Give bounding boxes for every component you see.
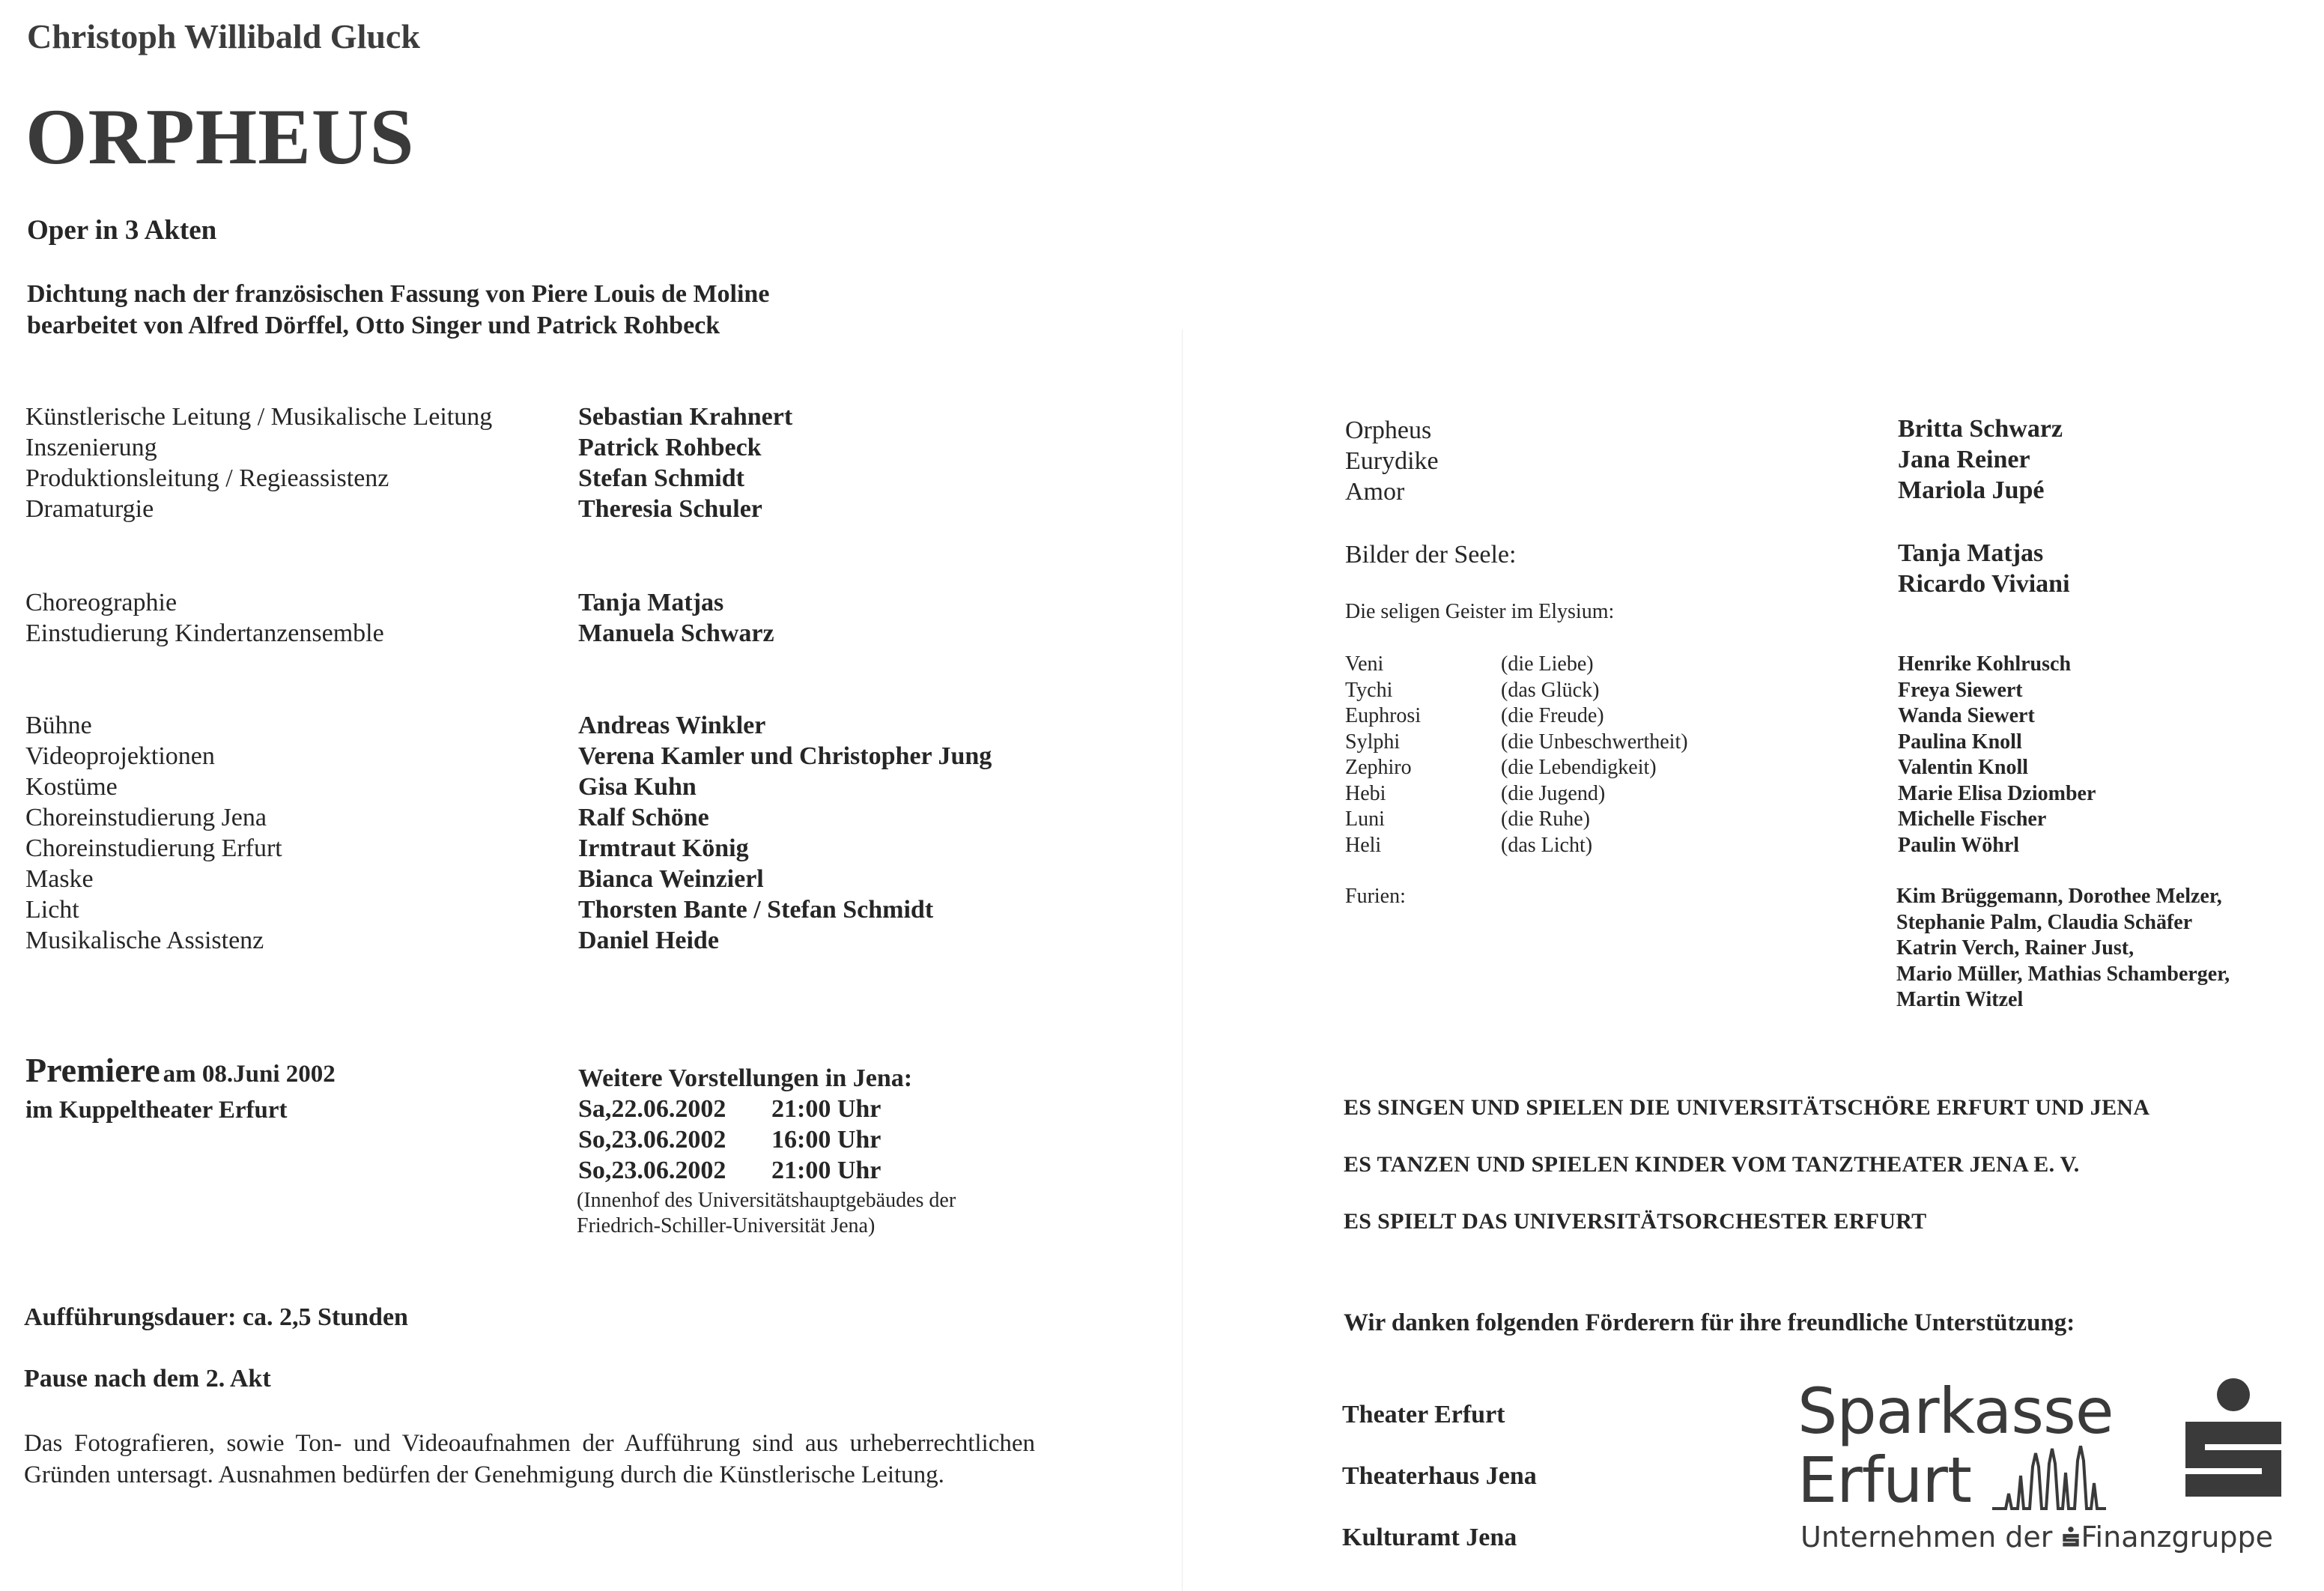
premiere-line: [25, 1050, 336, 1090]
geist-meaning: (die Freude): [1501, 704, 1604, 727]
performance-date: So,23.06.2002: [578, 1157, 726, 1184]
performance-date: Sa,22.06.2002: [578, 1095, 726, 1123]
ensemble-line: ES SINGEN UND SPIELEN DIE UNIVERSITÄTSCHÖRE ERFURT UND JENA: [1344, 1095, 2150, 1120]
geist-performer: Valentin Knoll: [1898, 756, 2029, 779]
premiere-place: im Kuppeltheater Erfurt: [25, 1097, 288, 1124]
performance-time: 21:00 Uhr: [771, 1095, 882, 1123]
geist-name: Heli: [1345, 833, 1382, 857]
geist-performer: Michelle Fischer: [1898, 807, 2047, 831]
credit-name: Stefan Schmidt: [578, 464, 744, 492]
credits-names-1: [578, 401, 792, 524]
credit-name: Ralf Schöne: [578, 804, 709, 831]
performance-row: [578, 1155, 912, 1186]
cast-name: Britta Schwarz: [1898, 415, 2063, 443]
geist-meaning: (die Ruhe): [1501, 807, 1590, 831]
credit-name: Verena Kamler und Christopher Jung: [578, 742, 992, 770]
credit-role: Musikalische Assistenz: [25, 927, 264, 954]
geist-performer: Paulina Knoll: [1898, 730, 2022, 754]
credit-name: Patrick Rohbeck: [578, 434, 762, 461]
credit-name: Tanja Matjas: [578, 589, 724, 616]
credits-names-3: [578, 710, 992, 956]
libretto-credit: [27, 279, 769, 342]
geister-label: Die seligen Geister im Elysium:: [1345, 600, 1615, 623]
performance-row: [578, 1094, 912, 1124]
geist-performer: Paulin Wöhrl: [1898, 833, 2020, 857]
furien-line: Kim Brüggemann, Dorothee Melzer,: [1896, 885, 2222, 908]
geister-performers: [1898, 652, 2096, 858]
credit-role: Bühne: [25, 712, 92, 739]
furien-names: [1896, 884, 2230, 1013]
geist-name: Hebi: [1345, 781, 1386, 805]
cast-roles: [1345, 415, 1439, 507]
geist-performer: Henrike Kohlrusch: [1898, 652, 2072, 676]
geist-performer: Marie Elisa Dziomber: [1898, 781, 2096, 805]
libretto-line: bearbeitet von Alfred Dörffel, Otto Singer und Patrick Rohbeck: [27, 312, 720, 339]
performance-date: So,23.06.2002: [578, 1126, 726, 1154]
performances-heading: Weitere Vorstellungen in Jena:: [578, 1064, 913, 1092]
sponsor-name: Theaterhaus Jena: [1342, 1462, 1537, 1490]
tagline-suffix: Finanzgruppe: [2081, 1521, 2273, 1554]
performance-duration: Aufführungsdauer: ca. 2,5 Stunden: [24, 1303, 408, 1331]
performance-time: 16:00 Uhr: [771, 1126, 882, 1154]
opera-subtitle: Oper in 3 Akten: [27, 215, 217, 246]
geist-meaning: (das Licht): [1501, 833, 1593, 857]
venue-note-line: (Innenhof des Universitätshauptgebäudes der: [577, 1189, 956, 1212]
opera-title: ORPHEUS: [25, 93, 415, 181]
geist-performer: Wanda Siewert: [1898, 704, 2035, 727]
bilder-names: [1898, 538, 2070, 599]
geist-name: Zephiro: [1345, 756, 1412, 779]
geist-meaning: (die Liebe): [1501, 652, 1594, 676]
credit-role: Choreinstudierung Jena: [25, 804, 267, 831]
premiere-date: am 08.Juni 2002: [163, 1061, 336, 1088]
cast-role: Amor: [1345, 478, 1405, 506]
cast-role: Eurydike: [1345, 447, 1439, 475]
sparkasse-small-s-icon: [2061, 1526, 2081, 1548]
geist-meaning: (die Jugend): [1501, 781, 1606, 805]
credit-name: Andreas Winkler: [578, 712, 766, 739]
credit-role: Künstlerische Leitung / Musikalische Leitung: [25, 403, 493, 431]
cast-role: Orpheus: [1345, 416, 1432, 444]
credits-roles-3: [25, 710, 282, 956]
credit-name: Theresia Schuler: [578, 495, 762, 523]
cast-name: Jana Reiner: [1898, 446, 2030, 473]
credit-role: Kostüme: [25, 773, 118, 801]
sparkasse-logo-name: Sparkasse: [1797, 1375, 2114, 1448]
credit-role: Choreinstudierung Erfurt: [25, 834, 282, 862]
performance-time: 21:00 Uhr: [771, 1157, 882, 1184]
venue-note: [577, 1188, 956, 1239]
venue-note-line: Friedrich-Schiller-Universität Jena): [577, 1214, 876, 1237]
geist-performer: Freya Siewert: [1898, 678, 2023, 702]
cast-names: [1898, 413, 2063, 506]
credit-role: Produktionsleitung / Regieassistenz: [25, 464, 389, 492]
geister-names: [1345, 652, 1421, 858]
intermission-note: Pause nach dem 2. Akt: [24, 1365, 271, 1392]
sparkasse-logo-city: Erfurt: [1797, 1443, 1971, 1517]
furien-line: Martin Witzel: [1896, 988, 2024, 1011]
credit-name: Manuela Schwarz: [578, 619, 774, 647]
sponsors-heading: Wir danken folgenden Förderern für ihre freundliche Unterstützung:: [1344, 1309, 2075, 1336]
credit-role: Licht: [25, 896, 79, 924]
tagline-prefix: Unternehmen der: [1800, 1521, 2053, 1554]
cast-name: Mariola Jupé: [1898, 476, 2045, 504]
composer-name: Christoph Willibald Gluck: [27, 17, 420, 55]
credit-name: Irmtraut König: [578, 834, 749, 862]
credit-role: Dramaturgie: [25, 495, 154, 523]
ensemble-line: ES SPIELT DAS UNIVERSITÄTSORCHESTER ERFURT: [1344, 1209, 1927, 1234]
furien-line: Stephanie Palm, Claudia Schäfer: [1896, 910, 2193, 934]
sponsor-name: Theater Erfurt: [1342, 1401, 1505, 1428]
credit-name: Sebastian Krahnert: [578, 403, 793, 431]
performance-row: [578, 1124, 912, 1155]
credits-names-2: [578, 587, 774, 649]
credit-name: Bianca Weinzierl: [578, 865, 764, 893]
photo-notice: Das Fotografieren, sowie Ton- und Videoaufnahmen der Aufführung sind aus urheberrechtlichen Gründen untersagt. Ausnahmen bedürfen der Genehmigung durch die Künstlerische Leitung.: [24, 1430, 1035, 1488]
credit-role: Videoprojektionen: [25, 742, 215, 770]
credit-name: Thorsten Bante / Stefan Schmidt: [578, 896, 934, 924]
credits-roles-2: [25, 587, 384, 649]
geist-name: Luni: [1345, 807, 1385, 831]
furien-line: Mario Müller, Mathias Schamberger,: [1896, 962, 2230, 986]
bilder-name: Ricardo Viviani: [1898, 570, 2070, 598]
furien-label: Furien:: [1345, 885, 1406, 908]
geist-name: Euphrosi: [1345, 704, 1422, 727]
credit-name: Gisa Kuhn: [578, 773, 697, 801]
credit-role: Maske: [25, 865, 94, 893]
premiere-word: Premiere: [25, 1051, 160, 1089]
sponsor-name: Kulturamt Jena: [1342, 1524, 1517, 1551]
geister-meanings: [1501, 652, 1688, 858]
credit-role: Choreographie: [25, 589, 178, 616]
geist-meaning: (die Lebendigkeit): [1501, 756, 1657, 779]
page-fold: [1182, 330, 1183, 1591]
credit-role: Einstudierung Kindertanzensemble: [25, 619, 384, 647]
ensemble-line: ES TANZEN UND SPIELEN KINDER VOM TANZTHEATER JENA E. V.: [1344, 1152, 2080, 1177]
geist-name: Sylphi: [1345, 730, 1401, 754]
credit-name: Daniel Heide: [578, 927, 719, 954]
furien-line: Katrin Verch, Rainer Just,: [1896, 936, 2135, 960]
performances-block: [578, 1063, 912, 1186]
geist-name: Tychi: [1345, 678, 1393, 702]
geist-meaning: (die Unbeschwertheit): [1501, 730, 1688, 754]
credits-roles-1: [25, 401, 492, 524]
erfurt-skyline-icon: [1992, 1446, 2106, 1515]
geist-meaning: (das Glück): [1501, 678, 1600, 702]
geist-name: Veni: [1345, 652, 1384, 676]
bilder-label: Bilder der Seele:: [1345, 541, 1517, 569]
sparkasse-s-icon: [2175, 1378, 2292, 1503]
credit-role: Inszenierung: [25, 434, 157, 461]
libretto-line: Dichtung nach der französischen Fassung von Piere Louis de Moline: [27, 280, 770, 308]
bilder-name: Tanja Matjas: [1898, 539, 2044, 567]
sparkasse-tagline: [1800, 1521, 2273, 1554]
